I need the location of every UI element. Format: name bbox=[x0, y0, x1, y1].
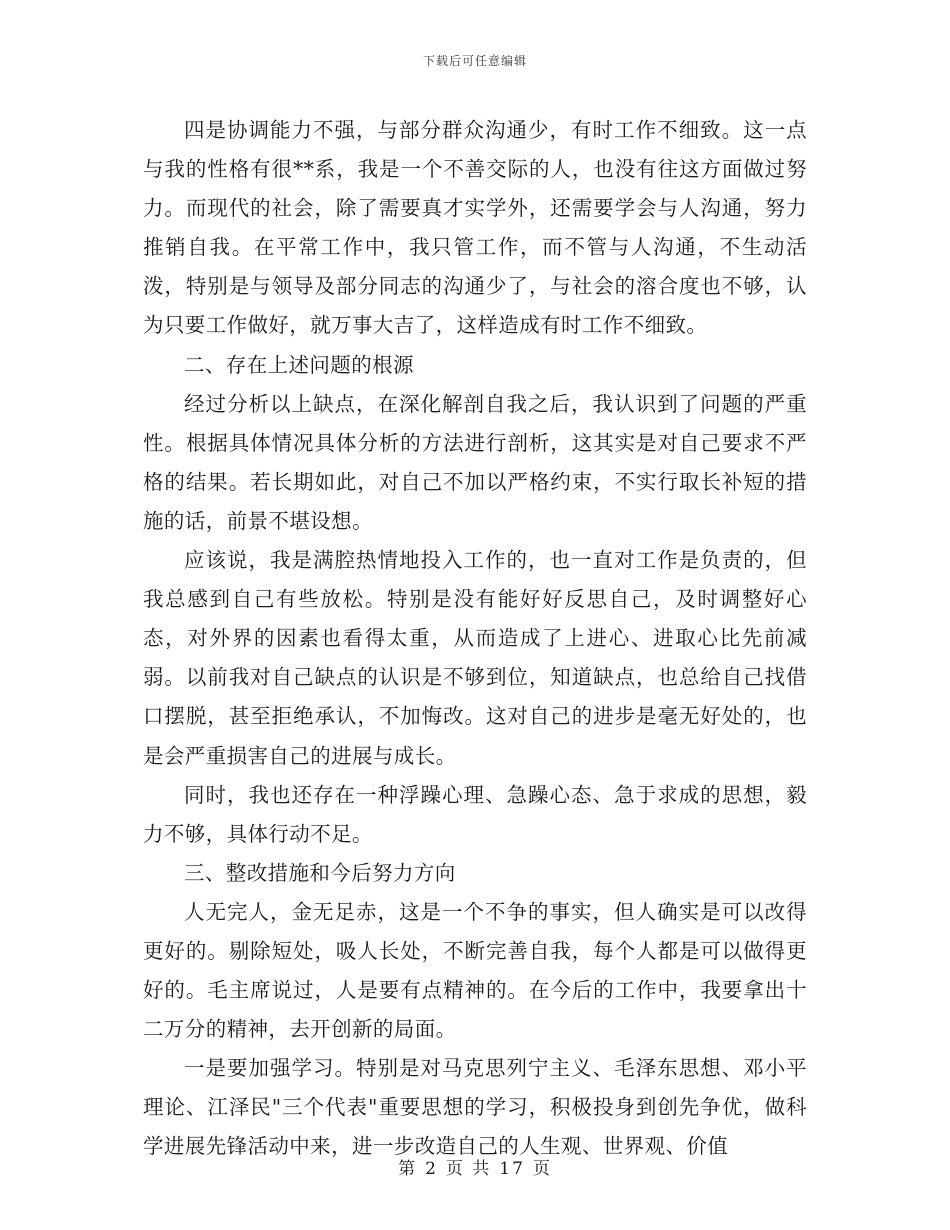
footer-middle: 页 共 bbox=[445, 1159, 492, 1179]
paragraph-improvement: 人无完人，金无足赤，这是一个不争的事实，但人确实是可以改得更好的。剔除短处，吸人长处，不断完善自我，每个人都是可以做得更好的。毛主席说过，人是要有点精神的。在今后的工作中，我要拿出十二万分的精神，去开创新的局面。 bbox=[143, 899, 807, 1042]
footer-page-number: 2 bbox=[425, 1159, 438, 1179]
section-heading-rectification: 三、整改措施和今后努力方向 bbox=[184, 860, 456, 885]
page-header: 下载后可任意编辑 bbox=[422, 54, 527, 68]
paragraph-coordination: 四是协调能力不强，与部分群众沟通少，有时工作不细致。这一点与我的性格有很**系，我是一个不善交际的人，也没有往这方面做过努力。而现代的社会，除了需要真才实学外，还需要学会与人沟通，努力推销自我。在平常工作中，我只管工作，而不管与人沟通，不生动活泼，特别是与领导及部分同志的沟通少了，与社会的溶合度也不够，认为只要工作做好，就万事大吉了，这样造成有时工作不细致。 bbox=[143, 118, 807, 338]
paragraph-impatience: 同时，我也还存在一种浮躁心理、急躁心态、急于求成的思想，毅力不够，具体行动不足。 bbox=[143, 782, 807, 846]
page-footer bbox=[0, 1154, 950, 1179]
footer-prefix: 第 bbox=[398, 1159, 418, 1179]
paragraph-analysis: 经过分析以上缺点，在深化解剖自我之后，我认识到了问题的严重性。根据具体情况具体分析的方法进行剖析，这其实是对自己要求不严格的结果。若长期如此，对自己不加以严格约束，不实行取长补短的措施的话，前景不堪设想。 bbox=[143, 391, 807, 533]
paragraph-study: 一是要加强学习。特别是对马克思列宁主义、毛泽东思想、邓小平理论、江泽民"三个代表"重要思想的学习，积极投身到创先争优，做科学进展先锋活动中来，进一步改造自己的人生观、世界观、价值 bbox=[143, 1056, 807, 1159]
document-body bbox=[143, 111, 807, 1167]
footer-suffix: 页 bbox=[532, 1159, 552, 1179]
footer-total-pages: 17 bbox=[499, 1159, 525, 1179]
section-heading-root-causes: 二、存在上述问题的根源 bbox=[184, 352, 414, 377]
paragraph-self-reflection: 应该说，我是满腔热情地投入工作的，也一直对工作是负责的，但我总感到自己有些放松。特别是没有能好好反思自己，及时调整好心态，对外界的因素也看得太重，从而造成了上进心、进取心比先前减弱。以前我对自己缺点的认识是不够到位，知道缺点，也总给自己找借口摆脱，甚至拒绝承认，不加悔改。这对自己的进步是毫无好处的，也是会严重损害自己的进展与成长。 bbox=[143, 548, 807, 768]
